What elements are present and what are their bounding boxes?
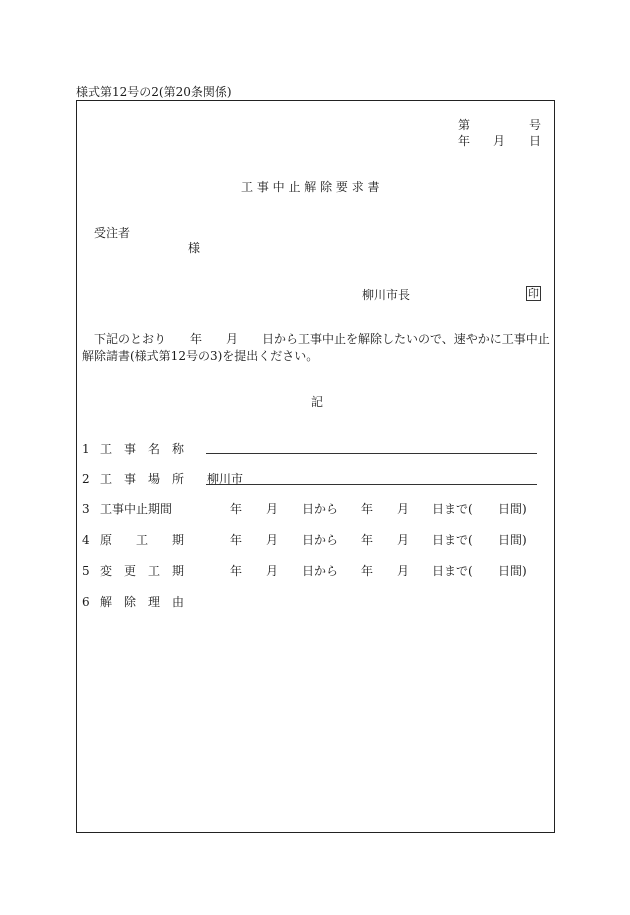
date-year: 年 [458,134,471,148]
item-5-start-month: 月 [266,564,279,578]
item-5-end-day: 日まで( [432,564,473,578]
item-3-number: 3 [82,502,90,516]
item-4-end-day: 日まで( [432,533,473,547]
sender-name: 柳川市長 [362,288,411,302]
item-3-end-year: 年 [361,502,374,516]
item-5-label: 変 更 工 期 [100,564,185,578]
item-5-end-year: 年 [361,564,374,578]
item-4-end-year: 年 [361,533,374,547]
item-5-start-year: 年 [230,564,243,578]
item-2-label: 工 事 場 所 [100,472,185,486]
item-4-start-day: 日から [302,533,339,547]
item-3-start-month: 月 [266,502,279,516]
item-3-label: 工事中止期間 [100,502,173,516]
item-2-underline [206,484,537,485]
recipient-honorific: 様 [188,241,201,255]
item-5-start-day: 日から [302,564,339,578]
item-2-number: 2 [82,472,90,486]
request-body: 下記のとおり 年 月 日から工事中止を解除したいので、速やかに工事中止解除請書(様式第12号の3)を提出ください。 [82,332,550,363]
item-5-number: 5 [82,564,90,578]
doc-number-suffix: 号 [529,118,542,132]
item-3-start-day: 日から [302,502,339,516]
document-title: 工 事 中 止 解 除 要 求 書 [241,180,380,194]
recipient-label: 受注者 [94,226,131,240]
date-month: 月 [493,134,506,148]
item-5-end-month: 月 [397,564,410,578]
item-6-number: 6 [82,595,90,609]
item-1-label: 工 事 名 称 [100,442,185,456]
form-id: 様式第12号の2(第20条関係) [76,85,232,99]
item-1-underline [206,453,537,454]
ki-heading: 記 [311,395,324,409]
item-5-days: 日間) [498,564,527,578]
item-3-days: 日間) [498,502,527,516]
item-6-label: 解 除 理 由 [100,595,185,609]
item-3-end-month: 月 [397,502,410,516]
item-3-start-year: 年 [230,502,243,516]
item-3-end-day: 日まで( [432,502,473,516]
seal-label: 印 [528,287,539,300]
item-1-number: 1 [82,442,90,456]
item-4-start-year: 年 [230,533,243,547]
item-4-label: 原 工 期 [100,533,185,547]
item-4-start-month: 月 [266,533,279,547]
document-frame [76,100,555,833]
item-4-days: 日間) [498,533,527,547]
item-2-value: 柳川市 [207,472,244,486]
item-4-end-month: 月 [397,533,410,547]
date-day: 日 [529,134,542,148]
item-4-number: 4 [82,533,90,547]
seal-mark [526,286,541,301]
doc-number-prefix: 第 [458,118,471,132]
